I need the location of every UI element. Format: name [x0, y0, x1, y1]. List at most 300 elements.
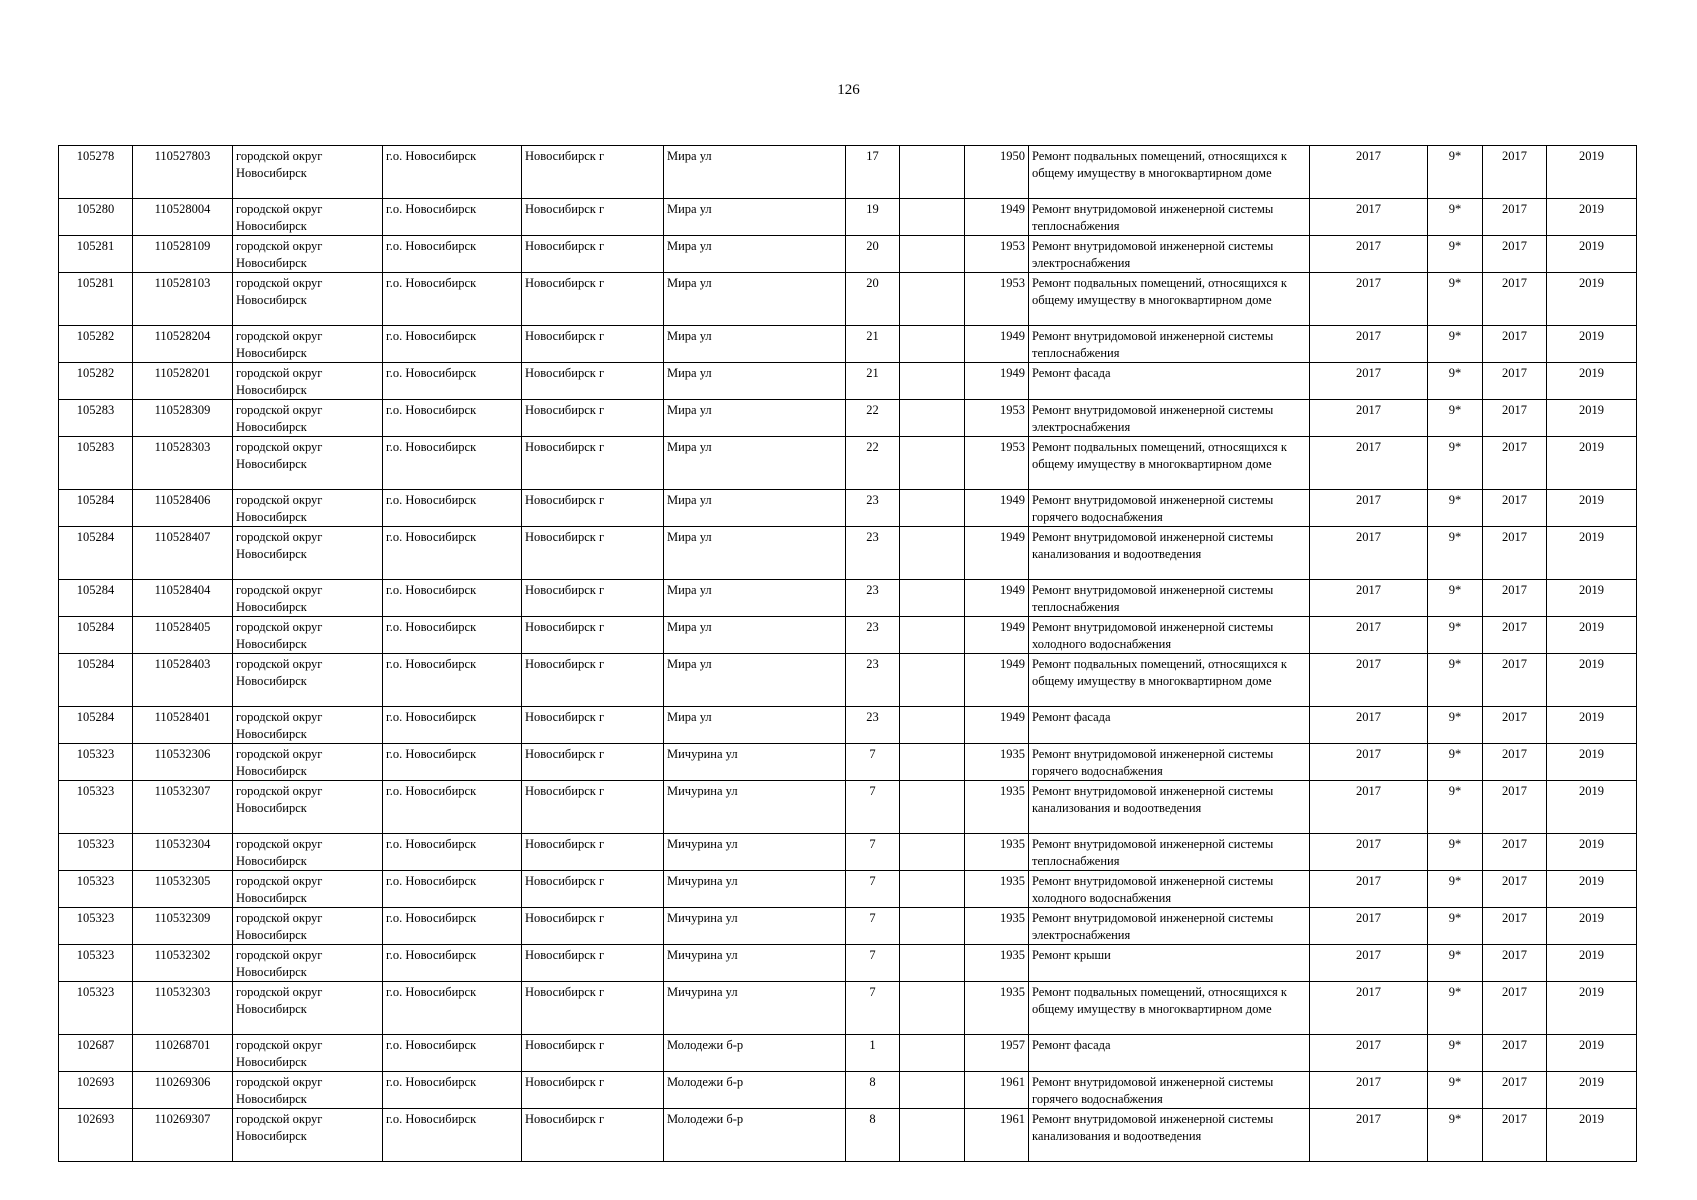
- cell-year-built: 1953: [965, 400, 1029, 437]
- cell-work-type: Ремонт внутридомовой инженерной системы канализования и водоотведения: [1029, 527, 1310, 580]
- cell-street: Мичурина ул: [664, 908, 846, 945]
- cell-work-type: Ремонт внутридомовой инженерной системы горячего водоснабжения: [1029, 1072, 1310, 1109]
- cell-work-type: Ремонт подвальных помещений, относящихся к общему имуществу в многоквартирном доме: [1029, 654, 1310, 707]
- cell-street: Мира ул: [664, 580, 846, 617]
- cell-year-built: 1950: [965, 146, 1029, 199]
- cell-value-c: 2019: [1547, 273, 1637, 326]
- cell-id: 105323: [59, 781, 133, 834]
- cell-id: 105278: [59, 146, 133, 199]
- table-row: [59, 1109, 1637, 1162]
- cell-district: городской округ Новосибирск: [233, 527, 383, 580]
- cell-value-a: 9*: [1428, 1035, 1483, 1072]
- cell-value-a: 9*: [1428, 326, 1483, 363]
- cell-street: Мичурина ул: [664, 871, 846, 908]
- cell-house: 7: [846, 834, 900, 871]
- cell-building: [900, 1035, 965, 1072]
- cell-settlement: Новосибирск г: [522, 236, 664, 273]
- cell-building: [900, 146, 965, 199]
- cell-district: городской округ Новосибирск: [233, 945, 383, 982]
- cell-street: Мичурина ул: [664, 781, 846, 834]
- cell-settlement: Новосибирск г: [522, 1072, 664, 1109]
- cell-district: городской округ Новосибирск: [233, 617, 383, 654]
- table-row: [59, 199, 1637, 236]
- cell-street: Мира ул: [664, 146, 846, 199]
- cell-building: [900, 527, 965, 580]
- cell-year-built: 1961: [965, 1109, 1029, 1162]
- cell-value-c: 2019: [1547, 1035, 1637, 1072]
- cell-settlement: Новосибирск г: [522, 654, 664, 707]
- cell-district: городской округ Новосибирск: [233, 654, 383, 707]
- cell-street: Мира ул: [664, 273, 846, 326]
- cell-code: 110528303: [133, 437, 233, 490]
- cell-plan-year: 2017: [1310, 1072, 1428, 1109]
- cell-id: 105323: [59, 908, 133, 945]
- cell-house: 23: [846, 707, 900, 744]
- cell-building: [900, 654, 965, 707]
- cell-year-built: 1949: [965, 490, 1029, 527]
- cell-house: 8: [846, 1109, 900, 1162]
- cell-house: 22: [846, 437, 900, 490]
- cell-work-type: Ремонт внутридомовой инженерной системы теплоснабжения: [1029, 580, 1310, 617]
- cell-code: 110528103: [133, 273, 233, 326]
- cell-id: 105323: [59, 945, 133, 982]
- cell-value-a: 9*: [1428, 199, 1483, 236]
- cell-municipality: г.о. Новосибирск: [383, 1072, 522, 1109]
- cell-id: 105282: [59, 326, 133, 363]
- cell-settlement: Новосибирск г: [522, 326, 664, 363]
- cell-district: городской округ Новосибирск: [233, 437, 383, 490]
- cell-district: городской округ Новосибирск: [233, 834, 383, 871]
- cell-street: Мира ул: [664, 437, 846, 490]
- cell-plan-year: 2017: [1310, 490, 1428, 527]
- cell-municipality: г.о. Новосибирск: [383, 654, 522, 707]
- cell-building: [900, 326, 965, 363]
- cell-value-a: 9*: [1428, 707, 1483, 744]
- cell-value-b: 2017: [1483, 1035, 1547, 1072]
- table-row: [59, 363, 1637, 400]
- cell-street: Мира ул: [664, 199, 846, 236]
- table-row: [59, 744, 1637, 781]
- cell-year-built: 1949: [965, 199, 1029, 236]
- cell-district: городской округ Новосибирск: [233, 490, 383, 527]
- cell-house: 23: [846, 617, 900, 654]
- cell-work-type: Ремонт внутридомовой инженерной системы холодного водоснабжения: [1029, 617, 1310, 654]
- cell-value-c: 2019: [1547, 146, 1637, 199]
- cell-municipality: г.о. Новосибирск: [383, 236, 522, 273]
- cell-value-a: 9*: [1428, 945, 1483, 982]
- cell-value-c: 2019: [1547, 527, 1637, 580]
- cell-value-b: 2017: [1483, 199, 1547, 236]
- cell-settlement: Новосибирск г: [522, 744, 664, 781]
- cell-year-built: 1935: [965, 908, 1029, 945]
- cell-building: [900, 273, 965, 326]
- cell-municipality: г.о. Новосибирск: [383, 1035, 522, 1072]
- cell-settlement: Новосибирск г: [522, 617, 664, 654]
- cell-year-built: 1949: [965, 326, 1029, 363]
- cell-plan-year: 2017: [1310, 834, 1428, 871]
- cell-code: 110528406: [133, 490, 233, 527]
- cell-house: 23: [846, 580, 900, 617]
- cell-building: [900, 437, 965, 490]
- cell-building: [900, 199, 965, 236]
- table-row: [59, 273, 1637, 326]
- cell-code: 110532305: [133, 871, 233, 908]
- cell-id: 102693: [59, 1109, 133, 1162]
- cell-municipality: г.о. Новосибирск: [383, 363, 522, 400]
- cell-street: Молодежи б-р: [664, 1109, 846, 1162]
- cell-plan-year: 2017: [1310, 707, 1428, 744]
- cell-settlement: Новосибирск г: [522, 527, 664, 580]
- cell-id: 105323: [59, 744, 133, 781]
- cell-year-built: 1935: [965, 781, 1029, 834]
- cell-value-a: 9*: [1428, 982, 1483, 1035]
- table-body: [59, 146, 1637, 1162]
- cell-year-built: 1935: [965, 945, 1029, 982]
- table-row: [59, 400, 1637, 437]
- cell-house: 21: [846, 326, 900, 363]
- cell-municipality: г.о. Новосибирск: [383, 1109, 522, 1162]
- cell-work-type: Ремонт фасада: [1029, 707, 1310, 744]
- cell-code: 110528404: [133, 580, 233, 617]
- table-row: [59, 490, 1637, 527]
- cell-settlement: Новосибирск г: [522, 1109, 664, 1162]
- cell-municipality: г.о. Новосибирск: [383, 871, 522, 908]
- cell-street: Мира ул: [664, 527, 846, 580]
- cell-value-c: 2019: [1547, 580, 1637, 617]
- cell-work-type: Ремонт внутридомовой инженерной системы горячего водоснабжения: [1029, 744, 1310, 781]
- cell-year-built: 1935: [965, 744, 1029, 781]
- cell-value-c: 2019: [1547, 871, 1637, 908]
- cell-year-built: 1961: [965, 1072, 1029, 1109]
- cell-id: 105323: [59, 834, 133, 871]
- cell-year-built: 1953: [965, 437, 1029, 490]
- table-row: [59, 654, 1637, 707]
- cell-settlement: Новосибирск г: [522, 199, 664, 236]
- cell-plan-year: 2017: [1310, 273, 1428, 326]
- cell-work-type: Ремонт крыши: [1029, 945, 1310, 982]
- table-row: [59, 580, 1637, 617]
- cell-work-type: Ремонт фасада: [1029, 363, 1310, 400]
- cell-plan-year: 2017: [1310, 146, 1428, 199]
- cell-value-a: 9*: [1428, 834, 1483, 871]
- cell-district: городской округ Новосибирск: [233, 363, 383, 400]
- cell-year-built: 1949: [965, 363, 1029, 400]
- cell-settlement: Новосибирск г: [522, 490, 664, 527]
- cell-plan-year: 2017: [1310, 580, 1428, 617]
- cell-value-a: 9*: [1428, 654, 1483, 707]
- cell-value-a: 9*: [1428, 146, 1483, 199]
- cell-street: Мира ул: [664, 326, 846, 363]
- cell-work-type: Ремонт подвальных помещений, относящихся к общему имуществу в многоквартирном доме: [1029, 146, 1310, 199]
- cell-street: Молодежи б-р: [664, 1035, 846, 1072]
- table-row: [59, 527, 1637, 580]
- cell-building: [900, 945, 965, 982]
- cell-district: городской округ Новосибирск: [233, 273, 383, 326]
- cell-value-a: 9*: [1428, 617, 1483, 654]
- cell-value-a: 9*: [1428, 400, 1483, 437]
- cell-building: [900, 781, 965, 834]
- cell-code: 110528201: [133, 363, 233, 400]
- table-row: [59, 707, 1637, 744]
- cell-house: 7: [846, 744, 900, 781]
- cell-value-b: 2017: [1483, 945, 1547, 982]
- cell-settlement: Новосибирск г: [522, 982, 664, 1035]
- cell-code: 110528309: [133, 400, 233, 437]
- cell-code: 110528407: [133, 527, 233, 580]
- cell-municipality: г.о. Новосибирск: [383, 744, 522, 781]
- cell-work-type: Ремонт подвальных помещений, относящихся к общему имуществу в многоквартирном доме: [1029, 273, 1310, 326]
- cell-street: Мичурина ул: [664, 834, 846, 871]
- cell-building: [900, 236, 965, 273]
- cell-municipality: г.о. Новосибирск: [383, 781, 522, 834]
- cell-district: городской округ Новосибирск: [233, 400, 383, 437]
- cell-work-type: Ремонт внутридомовой инженерной системы электроснабжения: [1029, 236, 1310, 273]
- cell-code: 110532309: [133, 908, 233, 945]
- cell-municipality: г.о. Новосибирск: [383, 707, 522, 744]
- cell-building: [900, 617, 965, 654]
- cell-value-b: 2017: [1483, 1072, 1547, 1109]
- cell-street: Мира ул: [664, 617, 846, 654]
- page-number: 126: [837, 82, 860, 98]
- cell-house: 8: [846, 1072, 900, 1109]
- cell-year-built: 1949: [965, 527, 1029, 580]
- cell-plan-year: 2017: [1310, 908, 1428, 945]
- cell-plan-year: 2017: [1310, 982, 1428, 1035]
- cell-district: городской округ Новосибирск: [233, 236, 383, 273]
- cell-settlement: Новосибирск г: [522, 580, 664, 617]
- cell-district: городской округ Новосибирск: [233, 580, 383, 617]
- cell-municipality: г.о. Новосибирск: [383, 437, 522, 490]
- cell-street: Мичурина ул: [664, 945, 846, 982]
- cell-year-built: 1949: [965, 654, 1029, 707]
- cell-building: [900, 400, 965, 437]
- cell-street: Мира ул: [664, 707, 846, 744]
- cell-work-type: Ремонт внутридомовой инженерной системы теплоснабжения: [1029, 834, 1310, 871]
- cell-house: 7: [846, 908, 900, 945]
- cell-work-type: Ремонт внутридомовой инженерной системы канализования и водоотведения: [1029, 781, 1310, 834]
- cell-id: 105284: [59, 617, 133, 654]
- cell-value-a: 9*: [1428, 363, 1483, 400]
- cell-plan-year: 2017: [1310, 326, 1428, 363]
- cell-value-b: 2017: [1483, 982, 1547, 1035]
- cell-settlement: Новосибирск г: [522, 1035, 664, 1072]
- cell-value-c: 2019: [1547, 834, 1637, 871]
- cell-settlement: Новосибирск г: [522, 945, 664, 982]
- cell-value-b: 2017: [1483, 707, 1547, 744]
- cell-street: Мира ул: [664, 490, 846, 527]
- cell-value-c: 2019: [1547, 199, 1637, 236]
- table-row: [59, 834, 1637, 871]
- cell-district: городской округ Новосибирск: [233, 707, 383, 744]
- cell-id: 105280: [59, 199, 133, 236]
- cell-settlement: Новосибирск г: [522, 871, 664, 908]
- cell-code: 110532307: [133, 781, 233, 834]
- cell-settlement: Новосибирск г: [522, 908, 664, 945]
- cell-id: 105284: [59, 654, 133, 707]
- cell-id: 102693: [59, 1072, 133, 1109]
- cell-building: [900, 1109, 965, 1162]
- cell-building: [900, 834, 965, 871]
- cell-value-a: 9*: [1428, 871, 1483, 908]
- cell-value-a: 9*: [1428, 908, 1483, 945]
- cell-work-type: Ремонт внутридомовой инженерной системы теплоснабжения: [1029, 326, 1310, 363]
- cell-id: 105323: [59, 871, 133, 908]
- cell-year-built: 1953: [965, 273, 1029, 326]
- table-row: [59, 437, 1637, 490]
- cell-code: 110269307: [133, 1109, 233, 1162]
- cell-street: Мира ул: [664, 654, 846, 707]
- cell-plan-year: 2017: [1310, 527, 1428, 580]
- cell-district: городской округ Новосибирск: [233, 146, 383, 199]
- cell-plan-year: 2017: [1310, 236, 1428, 273]
- cell-house: 23: [846, 527, 900, 580]
- cell-plan-year: 2017: [1310, 781, 1428, 834]
- cell-house: 20: [846, 236, 900, 273]
- cell-value-a: 9*: [1428, 580, 1483, 617]
- cell-value-c: 2019: [1547, 400, 1637, 437]
- cell-code: 110532304: [133, 834, 233, 871]
- cell-value-b: 2017: [1483, 781, 1547, 834]
- cell-value-c: 2019: [1547, 1109, 1637, 1162]
- cell-value-b: 2017: [1483, 580, 1547, 617]
- cell-municipality: г.о. Новосибирск: [383, 580, 522, 617]
- table-row: [59, 146, 1637, 199]
- cell-district: городской округ Новосибирск: [233, 1109, 383, 1162]
- cell-year-built: 1935: [965, 982, 1029, 1035]
- cell-value-b: 2017: [1483, 273, 1547, 326]
- table-row: [59, 908, 1637, 945]
- cell-work-type: Ремонт внутридомовой инженерной системы электроснабжения: [1029, 908, 1310, 945]
- cell-code: 110528109: [133, 236, 233, 273]
- cell-value-c: 2019: [1547, 781, 1637, 834]
- cell-code: 110268701: [133, 1035, 233, 1072]
- cell-municipality: г.о. Новосибирск: [383, 982, 522, 1035]
- cell-id: 105284: [59, 580, 133, 617]
- table-row: [59, 871, 1637, 908]
- cell-id: 105284: [59, 490, 133, 527]
- cell-value-a: 9*: [1428, 1072, 1483, 1109]
- cell-building: [900, 707, 965, 744]
- cell-value-b: 2017: [1483, 1109, 1547, 1162]
- cell-id: 105284: [59, 707, 133, 744]
- cell-value-c: 2019: [1547, 236, 1637, 273]
- cell-code: 110532303: [133, 982, 233, 1035]
- cell-plan-year: 2017: [1310, 400, 1428, 437]
- cell-plan-year: 2017: [1310, 1109, 1428, 1162]
- cell-value-a: 9*: [1428, 527, 1483, 580]
- cell-value-a: 9*: [1428, 744, 1483, 781]
- cell-value-a: 9*: [1428, 490, 1483, 527]
- cell-id: 105283: [59, 437, 133, 490]
- cell-plan-year: 2017: [1310, 437, 1428, 490]
- cell-value-b: 2017: [1483, 326, 1547, 363]
- cell-code: 110528403: [133, 654, 233, 707]
- cell-year-built: 1949: [965, 617, 1029, 654]
- cell-district: городской округ Новосибирск: [233, 326, 383, 363]
- cell-municipality: г.о. Новосибирск: [383, 490, 522, 527]
- cell-value-b: 2017: [1483, 527, 1547, 580]
- cell-value-b: 2017: [1483, 744, 1547, 781]
- cell-year-built: 1949: [965, 707, 1029, 744]
- cell-building: [900, 908, 965, 945]
- cell-house: 20: [846, 273, 900, 326]
- cell-code: 110532302: [133, 945, 233, 982]
- cell-settlement: Новосибирск г: [522, 781, 664, 834]
- cell-code: 110527803: [133, 146, 233, 199]
- cell-district: городской округ Новосибирск: [233, 199, 383, 236]
- cell-plan-year: 2017: [1310, 363, 1428, 400]
- cell-settlement: Новосибирск г: [522, 437, 664, 490]
- cell-value-c: 2019: [1547, 490, 1637, 527]
- cell-municipality: г.о. Новосибирск: [383, 908, 522, 945]
- cell-municipality: г.о. Новосибирск: [383, 273, 522, 326]
- cell-district: городской округ Новосибирск: [233, 1035, 383, 1072]
- cell-value-a: 9*: [1428, 273, 1483, 326]
- cell-municipality: г.о. Новосибирск: [383, 527, 522, 580]
- cell-work-type: Ремонт внутридомовой инженерной системы холодного водоснабжения: [1029, 871, 1310, 908]
- cell-plan-year: 2017: [1310, 945, 1428, 982]
- cell-value-a: 9*: [1428, 236, 1483, 273]
- cell-district: городской округ Новосибирск: [233, 908, 383, 945]
- cell-plan-year: 2017: [1310, 199, 1428, 236]
- cell-work-type: Ремонт фасада: [1029, 1035, 1310, 1072]
- cell-plan-year: 2017: [1310, 1035, 1428, 1072]
- cell-value-b: 2017: [1483, 236, 1547, 273]
- cell-value-b: 2017: [1483, 400, 1547, 437]
- cell-building: [900, 1072, 965, 1109]
- cell-value-c: 2019: [1547, 707, 1637, 744]
- cell-value-b: 2017: [1483, 908, 1547, 945]
- cell-work-type: Ремонт внутридомовой инженерной системы горячего водоснабжения: [1029, 490, 1310, 527]
- cell-id: 105283: [59, 400, 133, 437]
- cell-street: Мичурина ул: [664, 744, 846, 781]
- cell-code: 110269306: [133, 1072, 233, 1109]
- cell-year-built: 1935: [965, 834, 1029, 871]
- cell-value-a: 9*: [1428, 437, 1483, 490]
- cell-value-b: 2017: [1483, 437, 1547, 490]
- cell-settlement: Новосибирск г: [522, 273, 664, 326]
- cell-municipality: г.о. Новосибирск: [383, 199, 522, 236]
- table-row: [59, 982, 1637, 1035]
- cell-plan-year: 2017: [1310, 654, 1428, 707]
- cell-district: городской округ Новосибирск: [233, 744, 383, 781]
- table-row: [59, 617, 1637, 654]
- cell-house: 23: [846, 654, 900, 707]
- cell-value-c: 2019: [1547, 908, 1637, 945]
- cell-building: [900, 580, 965, 617]
- cell-settlement: Новосибирск г: [522, 400, 664, 437]
- cell-year-built: 1935: [965, 871, 1029, 908]
- cell-building: [900, 490, 965, 527]
- cell-work-type: Ремонт внутридомовой инженерной системы канализования и водоотведения: [1029, 1109, 1310, 1162]
- cell-house: 7: [846, 871, 900, 908]
- cell-id: 105282: [59, 363, 133, 400]
- cell-value-c: 2019: [1547, 744, 1637, 781]
- cell-municipality: г.о. Новосибирск: [383, 326, 522, 363]
- cell-value-b: 2017: [1483, 834, 1547, 871]
- cell-work-type: Ремонт подвальных помещений, относящихся к общему имуществу в многоквартирном доме: [1029, 437, 1310, 490]
- cell-value-c: 2019: [1547, 654, 1637, 707]
- cell-year-built: 1957: [965, 1035, 1029, 1072]
- cell-id: 105284: [59, 527, 133, 580]
- cell-work-type: Ремонт внутридомовой инженерной системы теплоснабжения: [1029, 199, 1310, 236]
- cell-municipality: г.о. Новосибирск: [383, 146, 522, 199]
- cell-street: Молодежи б-р: [664, 1072, 846, 1109]
- table-row: [59, 326, 1637, 363]
- repair-schedule-table: [58, 145, 1637, 1162]
- cell-plan-year: 2017: [1310, 744, 1428, 781]
- cell-value-b: 2017: [1483, 490, 1547, 527]
